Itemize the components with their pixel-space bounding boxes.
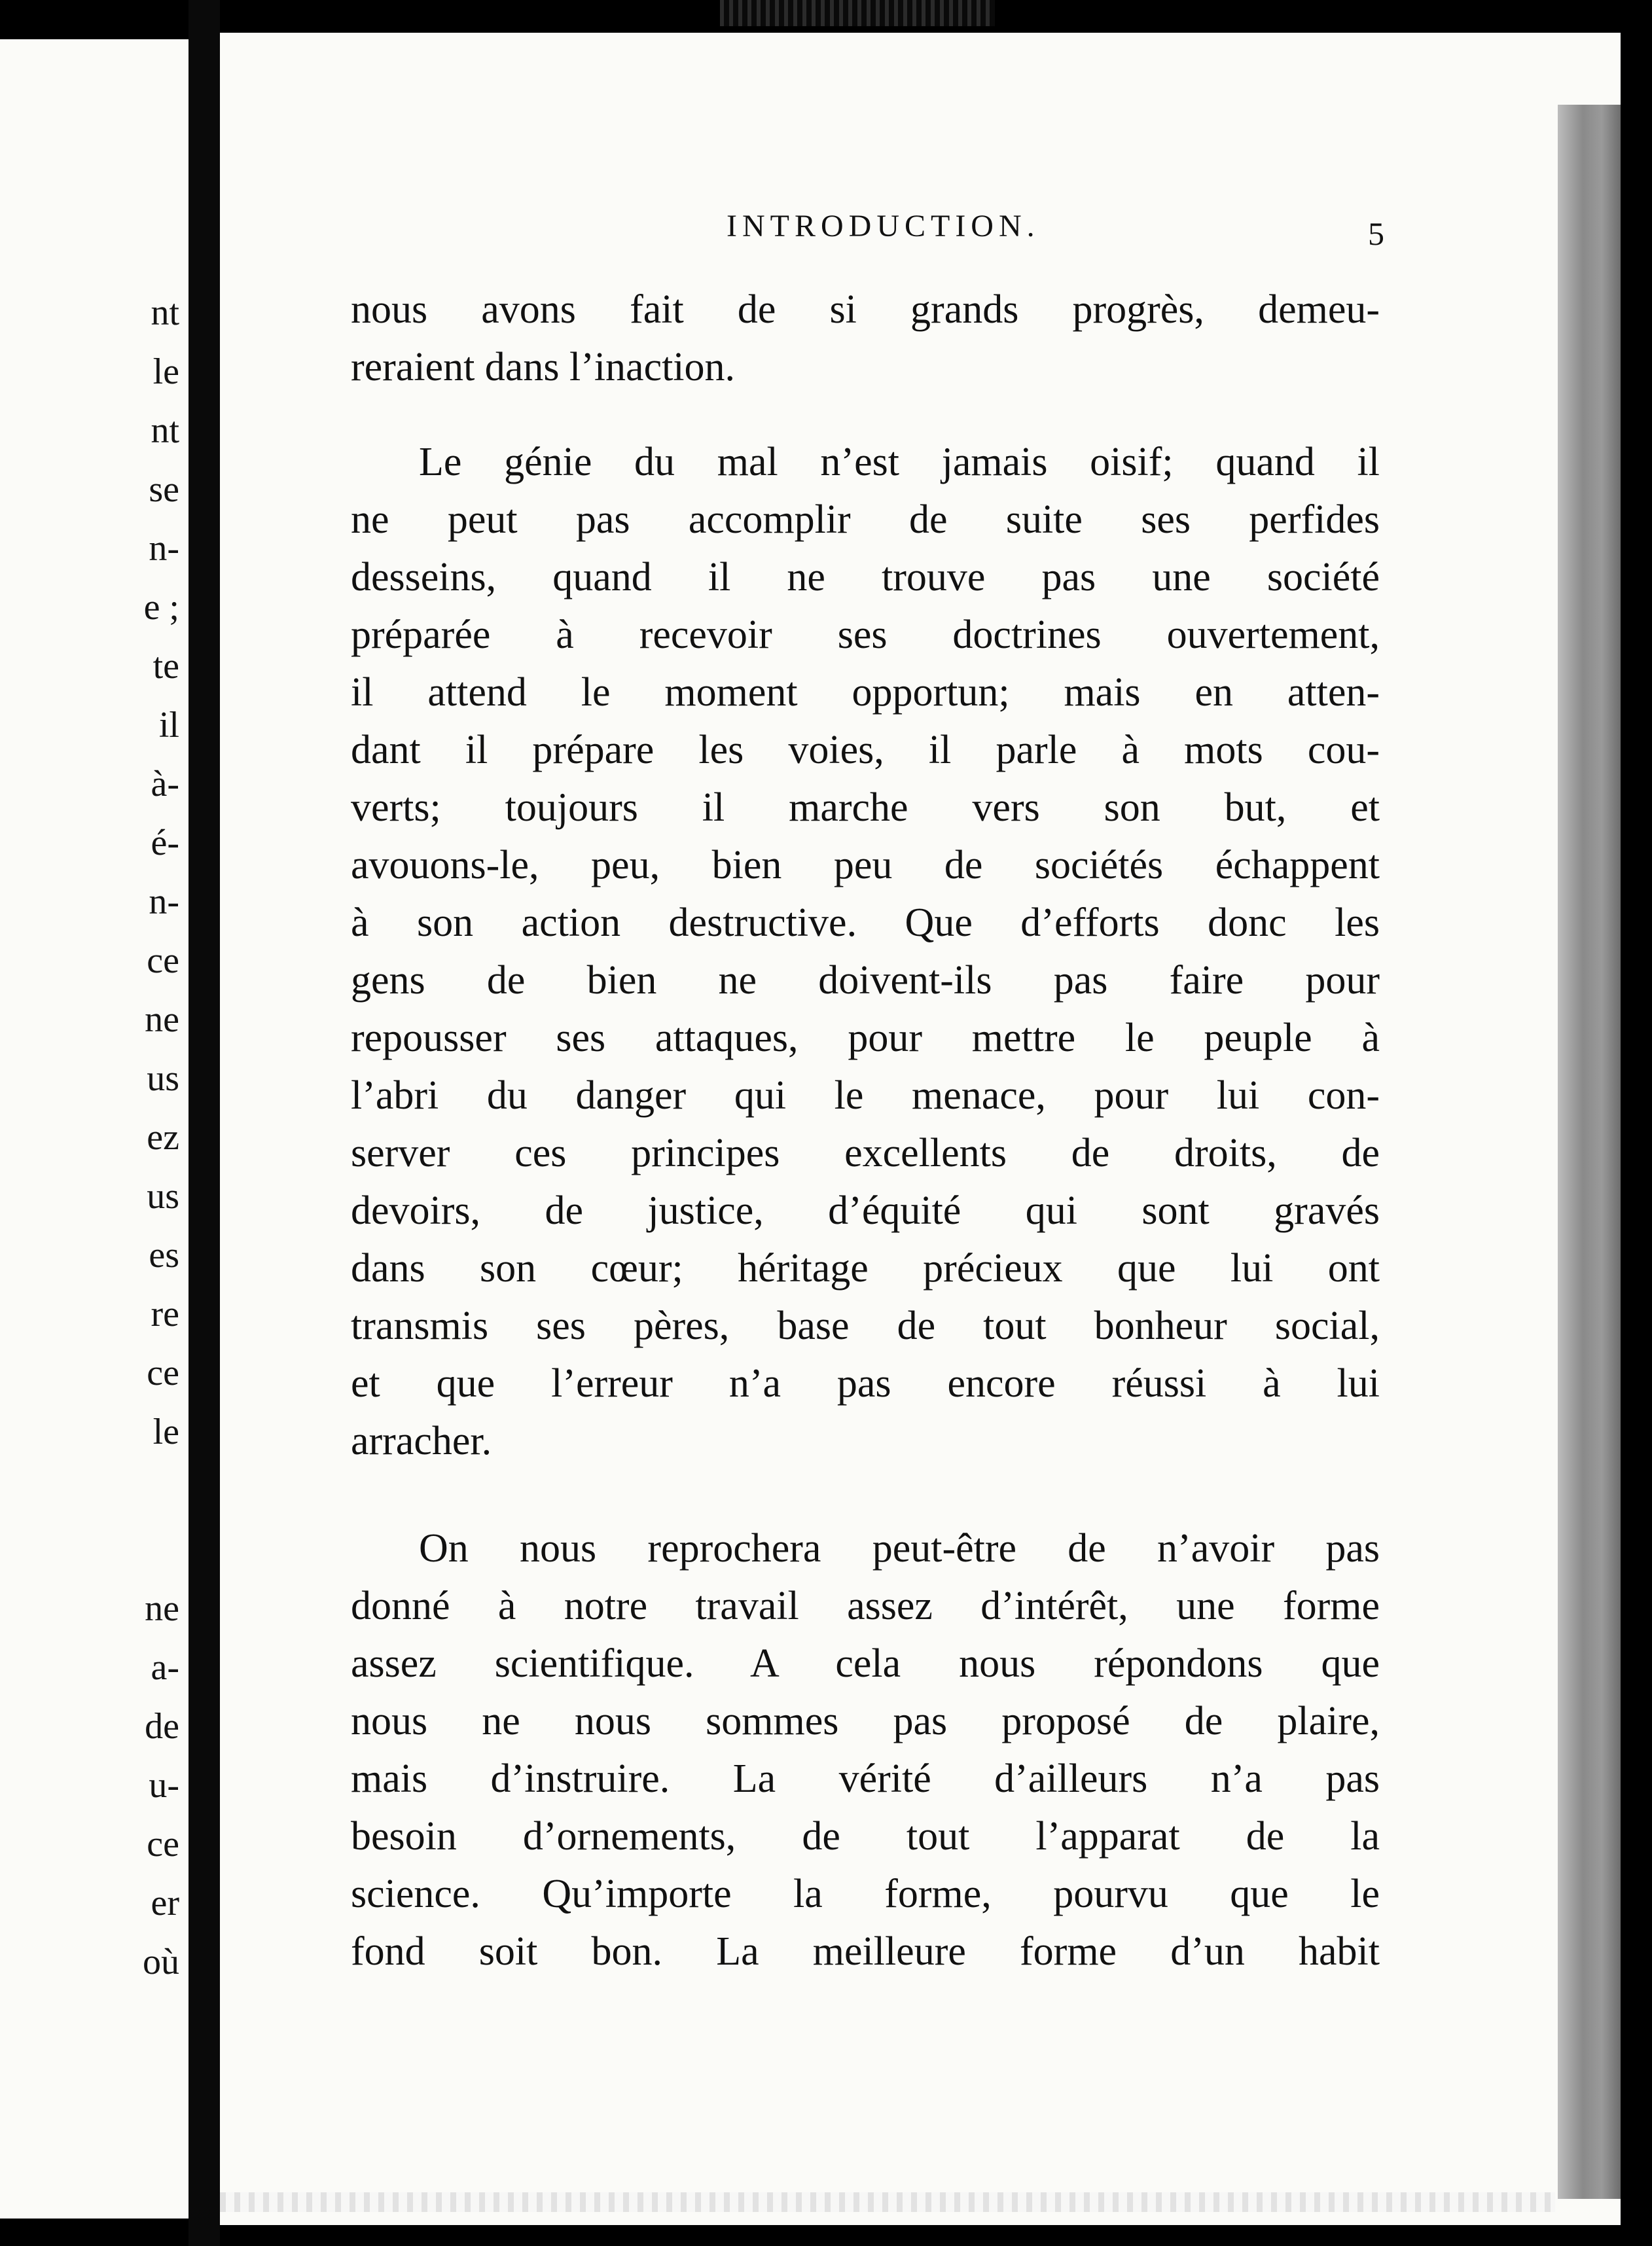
bottom-edge-smudge: [220, 2192, 1555, 2212]
left-page-line: er: [151, 1883, 179, 1923]
text-line: dans son cœur; héritage précieux que lui ont: [351, 1246, 1380, 1291]
left-page-line: us: [147, 1176, 179, 1217]
left-page-line: ce: [147, 1824, 179, 1864]
left-page-line: à-: [151, 764, 179, 804]
book-gutter: [189, 0, 220, 2246]
left-page-line: us: [147, 1058, 179, 1099]
left-page-line: ce: [147, 940, 179, 981]
text-line: avouons-le, peu, bien peu de sociétés échappent: [351, 843, 1380, 887]
text-line: desseins, quand il ne trouve pas une société: [351, 555, 1380, 599]
left-page-line: u-: [149, 1765, 179, 1806]
left-page-line: ez: [147, 1117, 179, 1158]
text-line: mais d’instruire. La vérité d’ailleurs n’a pas: [351, 1756, 1380, 1801]
page-number: 5: [1368, 215, 1384, 252]
text-line: Le génie du mal n’est jamais oisif; quand il: [419, 440, 1380, 484]
left-page-line: re: [151, 1294, 179, 1334]
text-line: science. Qu’importe la forme, pourvu que le: [351, 1872, 1380, 1916]
left-page-line: ce: [147, 1353, 179, 1393]
text-line: devoirs, de justice, d’équité qui sont gravés: [351, 1188, 1380, 1233]
left-page-fragment: [0, 39, 189, 2219]
text-line: et que l’erreur n’a pas encore réussi à lui: [351, 1361, 1380, 1406]
left-page-line: e ;: [143, 587, 179, 628]
text-line: gens de bien ne doivent-ils pas faire pour: [351, 958, 1380, 1003]
left-page-line: ne: [145, 1588, 179, 1629]
left-page-line: a-: [151, 1647, 179, 1688]
text-line: verts; toujours il marche vers son but, et: [351, 785, 1380, 830]
text-line: besoin d’ornements, de tout l’apparat de la: [351, 1814, 1380, 1859]
text-line: nous avons fait de si grands progrès, demeu-: [351, 287, 1380, 332]
left-page-line: de: [145, 1706, 179, 1747]
left-page-line: le: [153, 1412, 179, 1452]
page-edge-stack: [1558, 105, 1621, 2199]
text-line: ne peut pas accomplir de suite ses perfides: [351, 497, 1380, 542]
left-page-line: é-: [151, 823, 179, 863]
running-header: INTRODUCTION.: [727, 209, 1040, 243]
text-line: préparée à recevoir ses doctrines ouvertement,: [351, 613, 1380, 657]
top-edge-scrap: [720, 0, 995, 26]
left-page-line: se: [149, 469, 179, 510]
text-line: à son action destructive. Que d’efforts donc les: [351, 900, 1380, 945]
text-line: repousser ses attaques, pour mettre le peuple à: [351, 1016, 1380, 1060]
text-line: il attend le moment opportun; mais en atten-: [351, 670, 1380, 715]
left-page-line: nt: [151, 293, 179, 333]
text-line: l’abri du danger qui le menace, pour lui con-: [351, 1073, 1380, 1118]
left-page-line: te: [153, 646, 179, 686]
left-page-line: n-: [149, 882, 179, 922]
text-line: transmis ses pères, base de tout bonheur social,: [351, 1304, 1380, 1348]
text-line: reraient dans l’inaction.: [351, 345, 736, 389]
text-line: server ces principes excellents de droits, de: [351, 1131, 1380, 1175]
left-page-line: ne: [145, 999, 179, 1040]
left-page-line: il: [158, 705, 179, 745]
left-page-line: nt: [151, 410, 179, 451]
text-line: assez scientifique. A cela nous répondons que: [351, 1641, 1380, 1686]
text-line: arracher.: [351, 1419, 492, 1463]
left-page-line: le: [153, 351, 179, 392]
text-line: donné à notre travail assez d’intérêt, une forme: [351, 1584, 1380, 1628]
text-line: dant il prépare les voies, il parle à mots cou-: [351, 728, 1380, 772]
left-page-line: es: [149, 1235, 179, 1275]
left-page-line: n-: [149, 528, 179, 569]
text-line: fond soit bon. La meilleure forme d’un habit: [351, 1929, 1380, 1974]
text-line: nous ne nous sommes pas proposé de plaire,: [351, 1699, 1380, 1743]
left-page-line: où: [143, 1942, 179, 1982]
text-line: On nous reprochera peut-être de n’avoir pas: [419, 1526, 1380, 1571]
